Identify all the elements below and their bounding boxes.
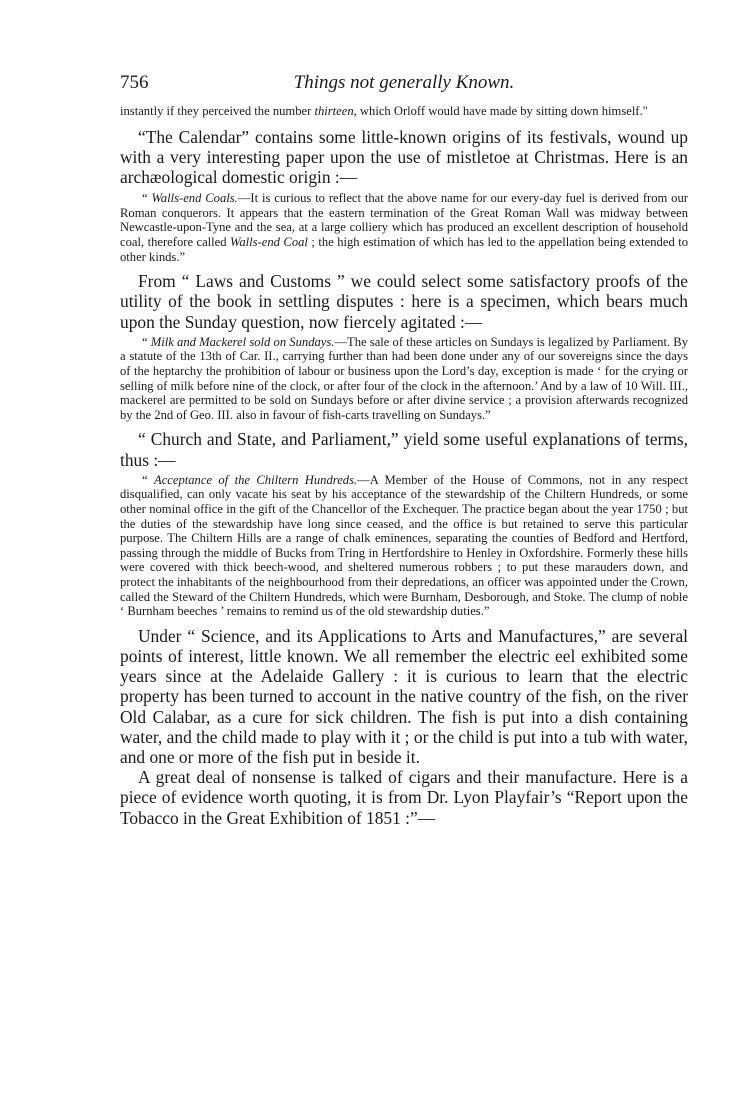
continued-quote-paragraph — [120, 104, 688, 119]
italic-run: thirteen — [314, 104, 354, 118]
italic-run: Walls-end Coals. — [151, 191, 238, 206]
text-run: —The sale of these articles on Sundays is legalized by Parliament. By a statute of the 13th of Car. II., carrying further than had been done under any of our sovereigns since the days of the heptarchy the prohibition of labour or business upon the Lord’s day, exception is made ‘ for the crying or selling of milk before nine of the clock, or after four of the clock in the afternoon.’ And by a law of 10 Will. III., mackerel are permitted to be sold on Sundays before or after divine service ; a provision afterwards recognized by the 2nd of Geo. III. also in favour of fish-carts travelling on Sundays.” — [120, 334, 688, 422]
italic-run: Milk and Mackerel sold on Sundays. — [150, 334, 335, 349]
page-number: 756 — [120, 72, 149, 93]
text-run: —A Member of the House of Commons, not in any respect disqualified, can only vacate his seat by his acceptance of the stewardship of the Chiltern Hundreds, or some other nominal office in the gift of the Chancellor of the Exchequer. The practice began about the year 1750 ; but the duties of the stewardship have long since ceased, and the office is but retained to serve this particular purpose. The Chiltern Hills are a range of chalk eminences, separating the counties of Bedford and Hertford, passing through the middle of Bucks from Tring in Hertfordshire to Henley in Oxfordshire. Formerly these hills were covered with thick beech-wood, and sheltered numerous robbers ; to put these marauders down, and protect the inhabitants of the neighbourhood from their depredations, an officer was appointed under the Crown, called the Steward of the Chiltern Hundreds, which were Burnham, Desborough, and Stoke. The clump of noble ‘ Burnham beeches ’ remains to remind us of the old stewardship duties.” — [120, 472, 688, 619]
chiltern-hundreds-quote — [120, 473, 688, 619]
science-paragraph — [120, 626, 688, 767]
text-run: From “ Laws and Customs ” we could select some satisfactory proofs of the utility of the book in settling disputes : here is a specimen, which bears much upon the Sunday question, now fiercely agitated :— — [120, 271, 688, 332]
text-run: , which Orloff would have made by sitting down himself." — [353, 104, 648, 118]
page-body — [120, 104, 688, 828]
text-run: ; the high estimation of which has led to the appellation being extended to other kinds.” — [120, 234, 689, 264]
text-run: “ — [142, 472, 154, 487]
text-run: Under “ Science, and its Applications to Arts and Manufactures,” are several points of interest, little known. We all remember the electric eel exhibited some years since at the Adelaide Gallery : it is curious to learn that the electric property has been turned to account in the native country of the fish, on the river Old Calabar, as a cure for sick children. The fish is put into a dish containing water, and the child made to play with it ; or the child is put into a tub with water, and one or more of the fish put in beside it. — [120, 625, 688, 767]
page-header — [120, 72, 688, 102]
church-and-state-paragraph — [120, 429, 688, 469]
milk-and-mackerel-quote — [120, 335, 688, 423]
text-run: “The Calendar” contains some little-known origins of its festivals, wound up with a very interesting paper upon the use of mistletoe at Christmas. Here is an archæological domestic origin :— — [120, 126, 688, 187]
cigars-paragraph — [120, 767, 688, 828]
text-run: A great deal of nonsense is talked of cigars and their manufacture. Here is a piece of evidence worth quoting, it is from Dr. Lyon Playfair’s “Report upon the Tobacco in the Great Exhibition of 1851 :”— — [120, 767, 688, 828]
text-run: instantly if they perceived the number — [120, 104, 315, 118]
text-run: “ — [142, 334, 151, 349]
text-run: “ Church and State, and Parliament,” yield some useful explanations of terms, thus :— — [120, 429, 688, 470]
italic-run: Walls-end Coal — [230, 234, 308, 249]
text-run: —It is curious to reflect that the above name for our every-day fuel is derived from our Roman conquerors. It appears that the eastern termination of the Great Roman Wall was midway between Newcastle-upon-Tyne and the sea, at a large colliery which has produced an excellent description of household coal, therefore called — [120, 191, 688, 249]
laws-and-customs-paragraph — [120, 271, 688, 332]
calendar-paragraph — [120, 127, 688, 188]
walls-end-coals-quote — [120, 191, 688, 264]
italic-run: Acceptance of the Chiltern Hundreds. — [154, 472, 358, 487]
running-title: Things not generally Known. — [293, 72, 515, 93]
text-run: “ — [142, 191, 152, 206]
